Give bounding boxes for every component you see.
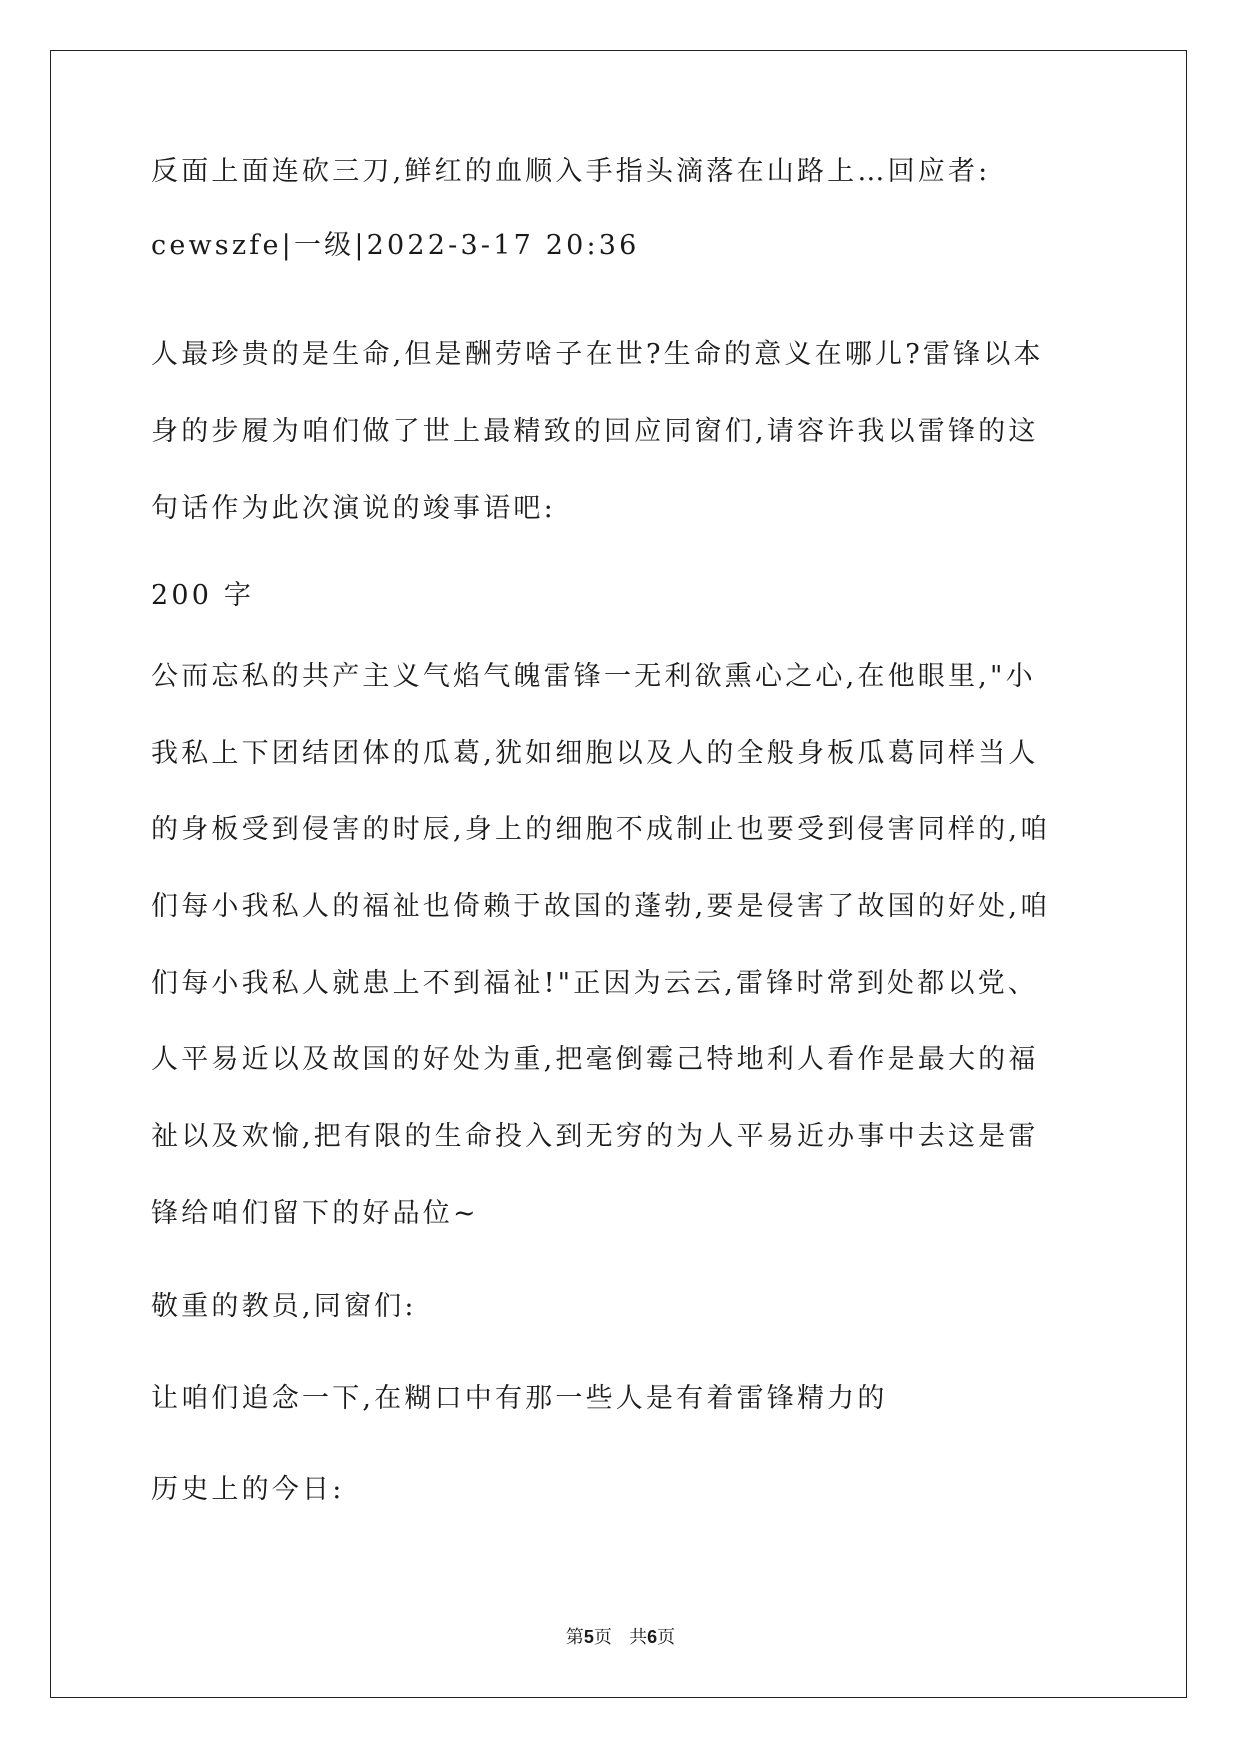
text-line: 句话作为此次演说的竣事语吧: — [151, 493, 556, 524]
footer-total-label: 页 — [657, 1627, 676, 1648]
footer-total-prefix: 共 — [629, 1627, 648, 1648]
text-line: 们每小我私人的福祉也倚赖于故国的蓬勃,要是侵害了故国的好处,咱 — [151, 891, 1051, 922]
page-footer — [0, 1623, 1241, 1649]
text-line: 身的步履为咱们做了世上最精致的回应同窗们,请容许我以雷锋的这 — [151, 416, 1039, 447]
text-line: 我私上下团结团体的瓜葛,犹如细胞以及人的全般身板瓜葛同样当人 — [151, 738, 1039, 769]
text-line: 反面上面连砍三刀,鲜红的血顺入手指头滴落在山路上…回应者: — [151, 156, 991, 187]
text-line: 祉以及欢愉,把有限的生命投入到无穷的为人平易近办事中去这是雷 — [151, 1121, 1039, 1152]
text-line: 让咱们追念一下,在糊口中有那一些人是有着雷锋精力的 — [151, 1383, 888, 1414]
text-line: 的身板受到侵害的时辰,身上的细胞不成制止也要受到侵害同样的,咱 — [151, 814, 1051, 845]
total-pages-number: 6 — [647, 1627, 658, 1647]
text-line: 锋给咱们留下的好品位~ — [151, 1198, 479, 1229]
text-line: 们每小我私人就患上不到福祉!"正因为云云,雷锋时常到处都以党、 — [151, 968, 1039, 999]
text-line: 人平易近以及故国的好处为重,把毫倒霉己特地利人看作是最大的福 — [151, 1044, 1039, 1075]
current-page-number: 5 — [583, 1627, 594, 1647]
text-line: cewszfe|一级|2022-3-17 20:36 — [151, 230, 640, 261]
text-line: 公而忘私的共产主义气焰气魄雷锋一无利欲熏心之心,在他眼里,"小 — [151, 661, 1036, 692]
text-line: 人最珍贵的是生命,但是酬劳啥子在世?生命的意义在哪儿?雷锋以本 — [151, 339, 1044, 370]
text-line: 敬重的教员,同窗们: — [151, 1291, 417, 1322]
text-line: 历史上的今日: — [151, 1474, 345, 1505]
footer-prefix: 第 — [565, 1627, 584, 1648]
footer-page-label: 页 — [593, 1627, 612, 1648]
page-border — [50, 50, 1187, 1698]
text-line: 200 字 — [151, 580, 255, 611]
